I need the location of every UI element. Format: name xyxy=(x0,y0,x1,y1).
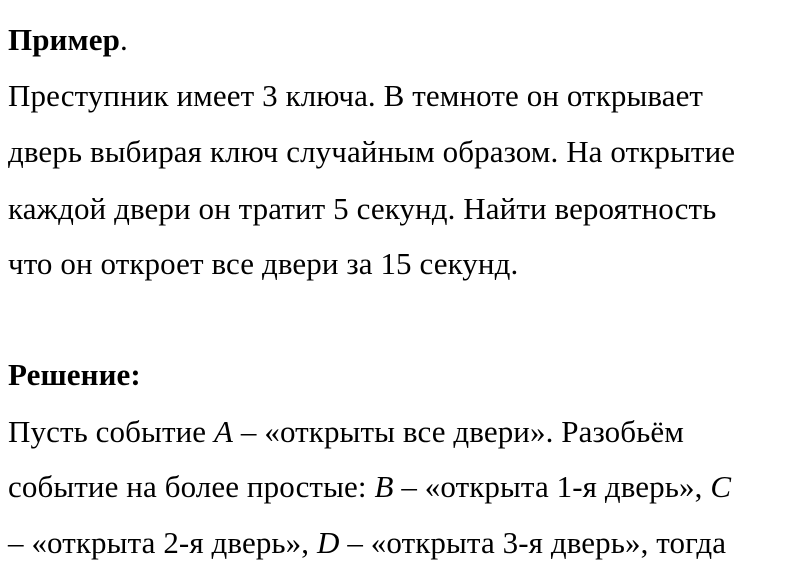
problem-line-3: каждой двери он тратит 5 секунд. Найти вероятность xyxy=(8,191,717,226)
solution-line-3-part-b: – «открыта 3-я дверь», тогда xyxy=(339,525,727,560)
event-d-variable: D xyxy=(316,525,340,560)
solution-line-1-part-b: – «открыты все двери». Разобьём xyxy=(233,414,684,449)
solution-heading: Решение: xyxy=(8,357,141,392)
problem-line-1: Преступник имеет 3 ключа. В темноте он открывает xyxy=(8,78,704,113)
example-heading: Пример xyxy=(8,22,120,57)
event-a-variable: A xyxy=(214,414,234,449)
event-c-variable: C xyxy=(710,469,732,504)
solution-line-1 xyxy=(8,414,684,450)
problem-line-4: что он откроет все двери за 15 секунд. xyxy=(8,246,519,281)
problem-line-2: дверь выбирая ключ случайным образом. На открытие xyxy=(8,134,736,169)
solution-line-3 xyxy=(8,525,726,561)
event-b-variable: B xyxy=(374,469,394,504)
solution-line-2 xyxy=(8,469,731,505)
solution-line-1-part-a: Пусть событие xyxy=(8,414,214,449)
solution-line-2-part-b: – «открыта 1-я дверь», xyxy=(393,469,711,504)
example-heading-line xyxy=(8,22,128,58)
solution-line-2-part-a: событие на более простые: xyxy=(8,469,375,504)
solution-line-3-part-a: – «открыта 2-я дверь», xyxy=(8,525,317,560)
example-heading-dot: . xyxy=(119,22,128,57)
